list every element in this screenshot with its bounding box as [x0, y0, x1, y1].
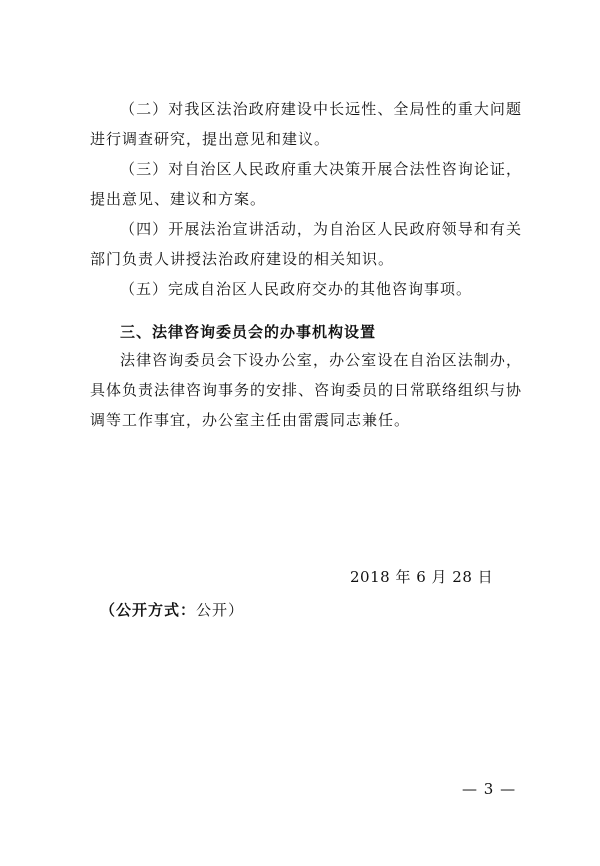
duty-item-3: （三）对自治区人民政府重大决策开展合法性咨询论证，提出意见、建议和方案。 — [90, 160, 522, 208]
office-paragraph — [90, 345, 522, 435]
duty-item-5: （五）完成自治区人民政府交办的其他咨询事项。 — [120, 280, 473, 298]
disclosure-method — [100, 599, 244, 620]
duties-list — [90, 94, 522, 304]
duty-item-2: （二）对我区法治政府建设中长远性、全局性的重大问题进行调查研究，提出意见和建议。 — [90, 100, 522, 148]
page-number: — 3 — — [462, 780, 517, 798]
disclosure-label: （公开方式： — [100, 601, 197, 619]
office-paragraph-text: 法律咨询委员会下设办公室，办公室设在自治区法制办，具体负责法律咨询事务的安排、咨询委员的日常联络组织与协调等工作事宜，办公室主任由雷震同志兼任。 — [90, 351, 523, 429]
disclosure-value: 公开） — [196, 601, 245, 619]
section-heading: 三、法律咨询委员会的办事机构设置 — [120, 323, 377, 341]
duty-item-4: （四）开展法治宣讲活动，为自治区人民政府领导和有关部门负责人讲授法治政府建设的相关知识。 — [90, 220, 522, 268]
document-date: 2018 年 6 月 28 日 — [350, 568, 494, 586]
